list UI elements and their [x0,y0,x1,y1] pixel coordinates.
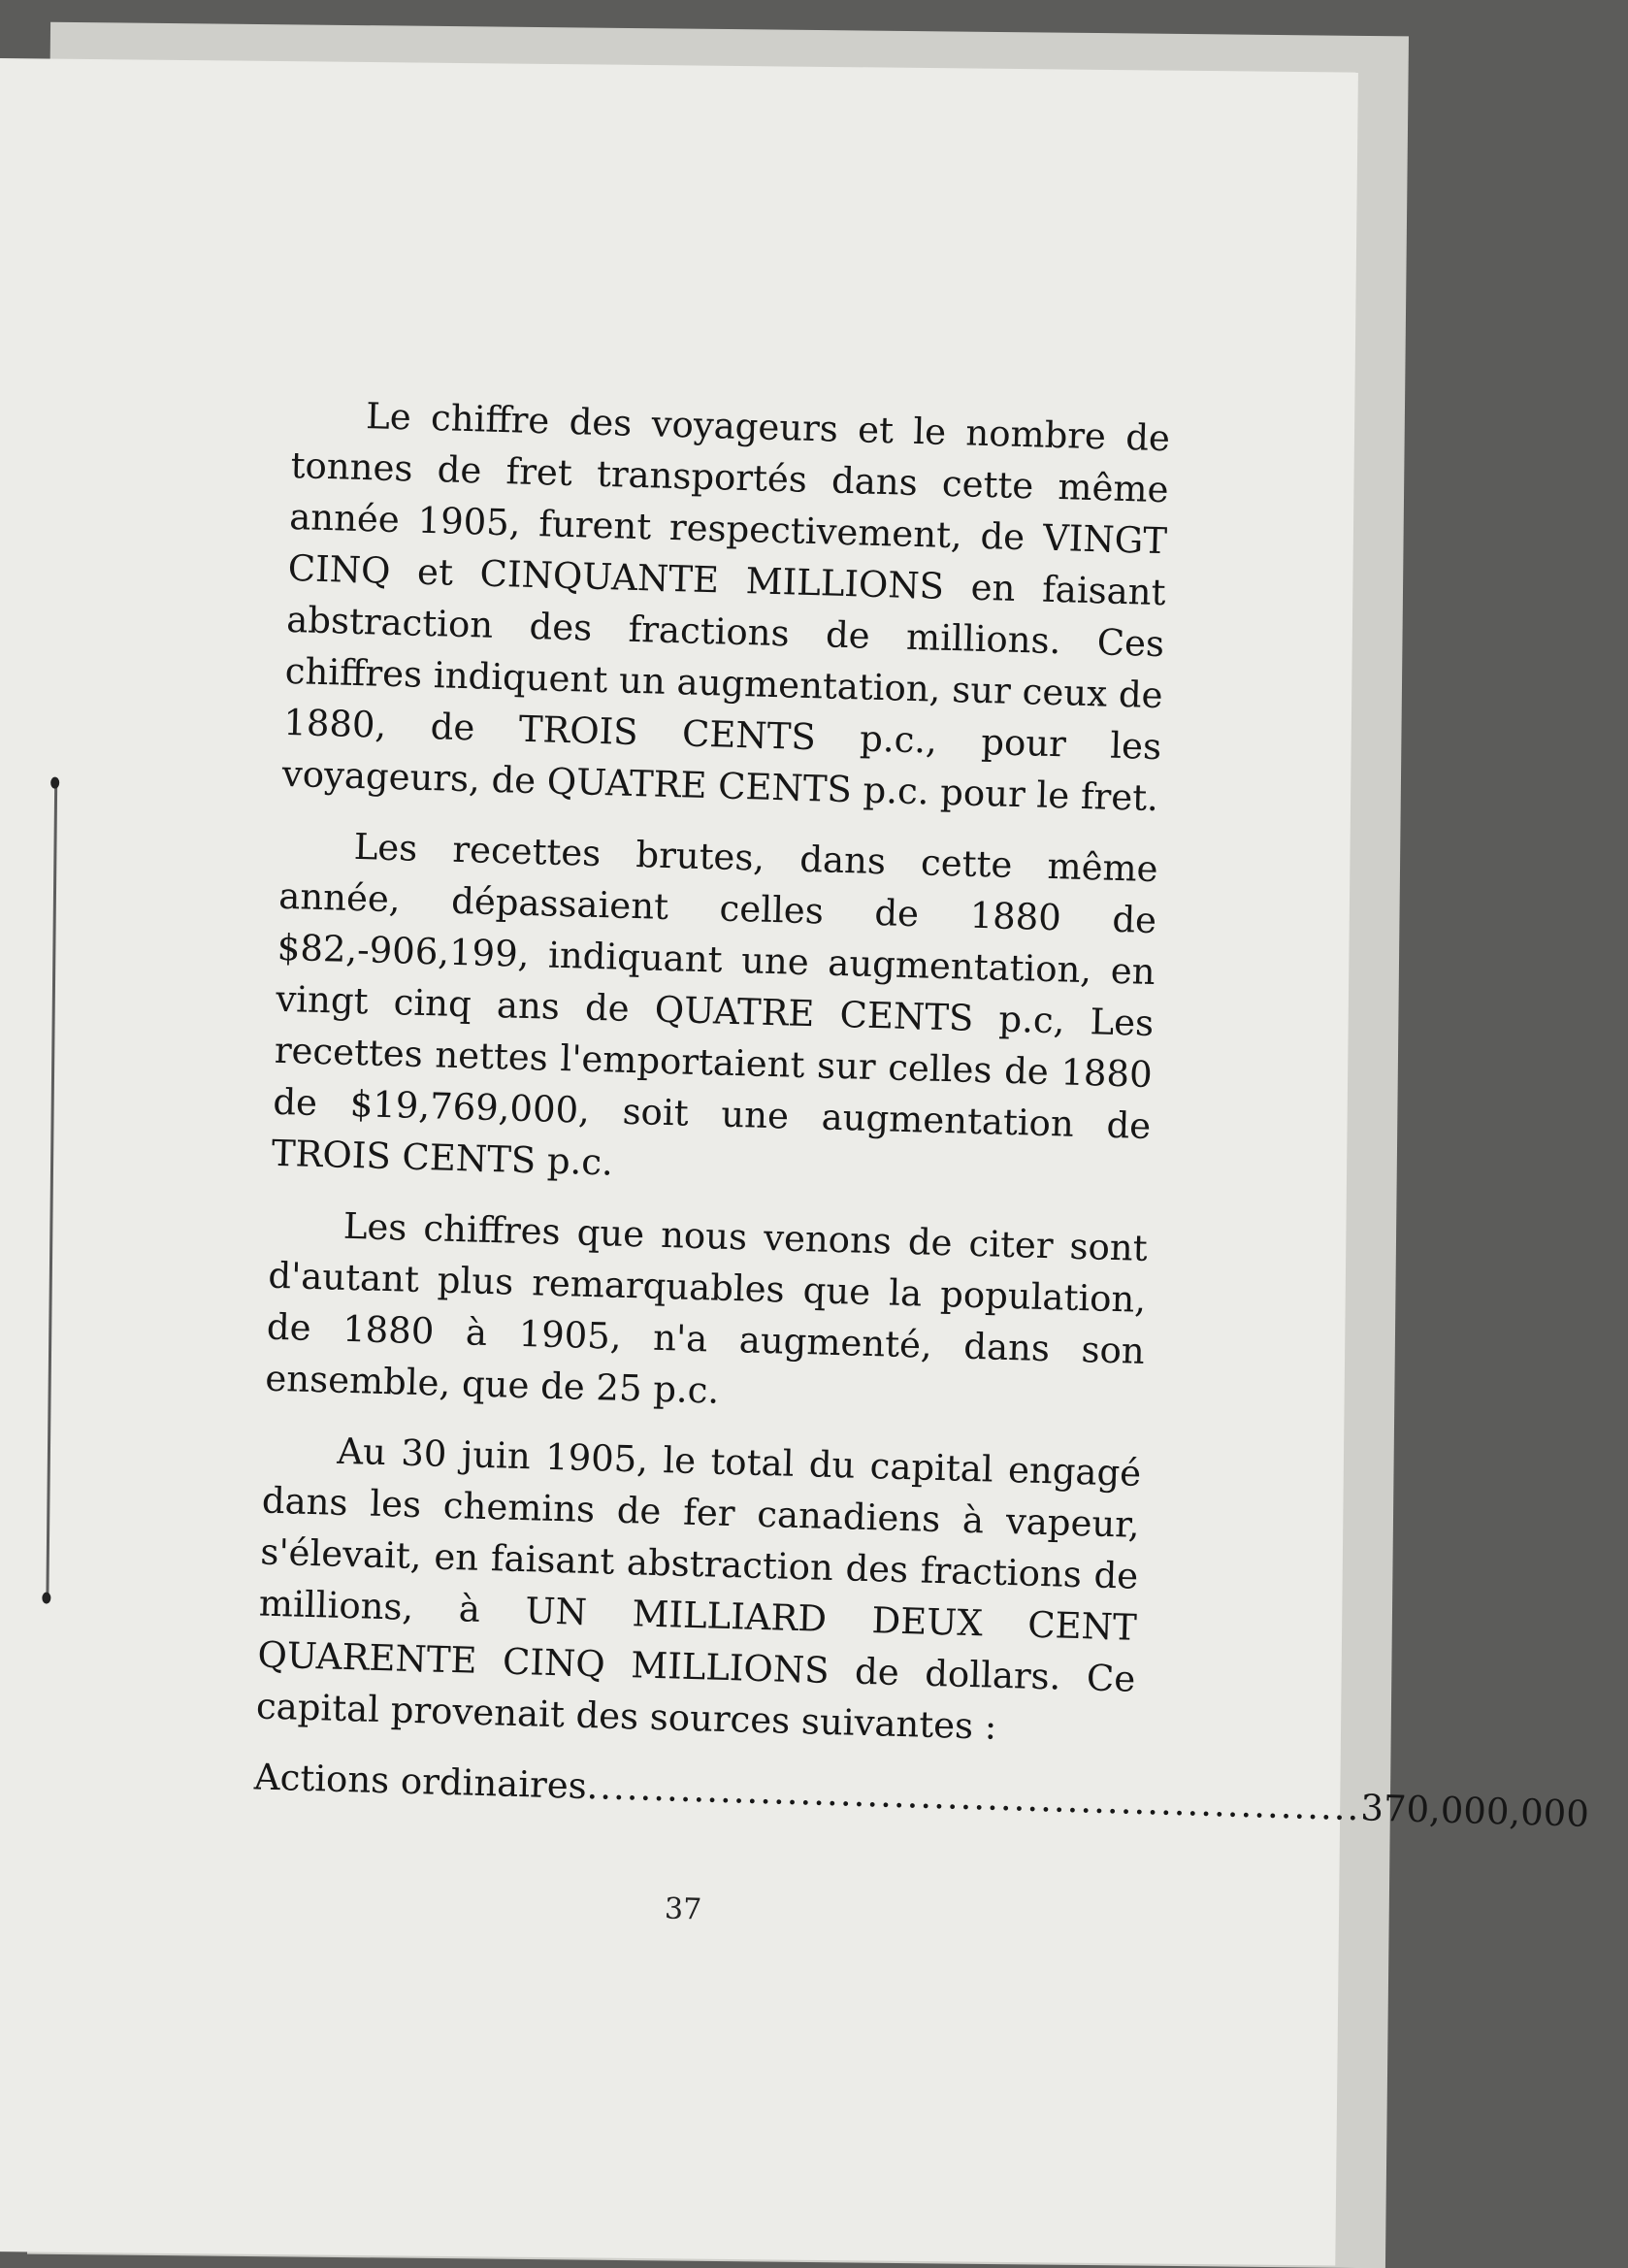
paragraph-1: Le chiffre des voyageurs et le nombre de tonnes de fret transportés dans cette même année 1905, furent respectivement, de VINGT CINQ et CINQUANTE MILLIONS en faisant abstraction des fractions de millions. Ces chiffres indiquent un augmentation, sur ceux de 1880, de TROIS CENTS p.c., pour les voyageurs, de QUATRE CENTS p.c. pour le fret. [281,395,1171,820]
binding-mark-top [50,777,59,789]
ledger-label: Actions ordinaires [253,1756,588,1808]
paragraph-2: Les recettes brutes, dans cette même année, dépassaient celles de 1880 de $82,-906,199, indiquant une augmentation, en vingt cinq ans de QUATRE CENTS p.c, Les recettes nettes l'emportaient sur celles de 1880 de $19,769,000, soit une augmentation de TROIS CENTS p.c. [271,825,1159,1184]
ledger-value: 370,000,000 [1359,1787,1590,1835]
binding-margin-line [46,787,57,1602]
paragraph-3: Les chiffres que nous venons de citer sont d'autant plus remarquables que la population, de 1880 à 1905, n'a augmenté, dans son ensemble, que de 25 p.c. [264,1204,1149,1412]
body-text [253,388,1590,1835]
binding-mark-bottom [42,1593,50,1604]
paragraph-4: Au 30 juin 1905, le total du capital engagé dans les chemins de fer canadiens à vapeur, s'élevait, en faisant abstraction des fractions de millions, à UN MILLIARD DEUX CENT QUARENTE CINQ MILLIONS de dollars. Ce capital provenait des sources suivantes : [255,1430,1142,1748]
page-number: 37 [664,1891,702,1927]
ledger-leader-dots: .......................................................... [586,1765,1362,1829]
